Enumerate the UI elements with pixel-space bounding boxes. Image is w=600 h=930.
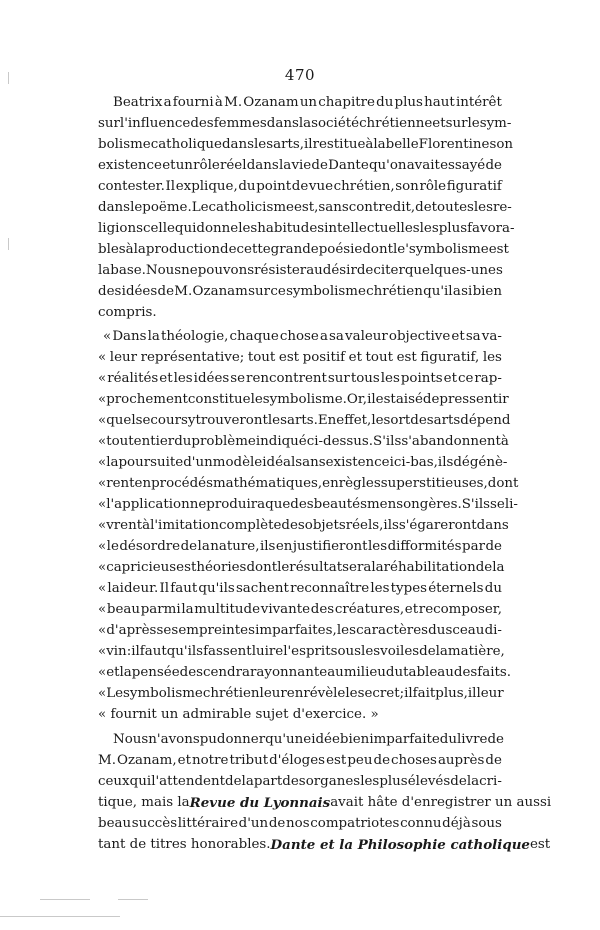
text-line: dans le poëme. Le catholicisme est, sans contredit, de toutes les re- — [98, 200, 512, 215]
quote-line: « le désordre de la nature, ils en justifieront les difformités par de — [98, 539, 502, 554]
journal-title: Revue du Lyonnais — [189, 795, 331, 811]
quote-line: « beau parmi la multitude vivante des créatures, et recomposer, — [98, 602, 502, 617]
quote-line: « la poursuite d'un modèle idéal sans existence ici-bas, ils dégénè- — [98, 455, 508, 470]
text-line: tant de titres honorables. Dante et la Philosophie catholique est — [98, 837, 551, 853]
text-line: ligions celle qui donne les habitudes intellectuelles les plus favora- — [98, 221, 515, 236]
text-line: des idées de M. Ozanam sur ce symbolisme chrétien qu'il a si bien — [98, 284, 502, 299]
edge-mark — [118, 899, 148, 900]
margin-mark — [8, 238, 9, 250]
edge-mark — [0, 916, 120, 917]
quote-line: « capricieuses théories dont le résultat sera la réhabilitation de la — [98, 560, 505, 575]
quote-line: « Dans la théologie, chaque chose a sa valeur objective et sa va- — [103, 329, 502, 344]
book-title: Dante et la Philosophie catholique — [270, 837, 530, 853]
text-line: existence et un rôle réel dans la vie de Dante qu'on avait essayé de — [98, 158, 502, 173]
text-line: ceux qui l'attendent de la part des organes les plus élevés de la cri- — [98, 774, 502, 789]
quote-line: « Le symbolisme chrétien leur en révèle le secret; il fait plus, il leur — [98, 686, 504, 701]
page-number: 470 — [284, 66, 316, 84]
quote-line: « vrent à l'imitation complète des objets réels, ils s'égareront dans — [98, 518, 509, 533]
quote-line: « laideur. Il faut qu'ils sachent reconnaître les types éternels du — [98, 581, 502, 596]
quote-line: « l'application ne produira que des beautés mensongères. S'ils se li- — [98, 497, 518, 512]
edge-mark — [40, 899, 90, 900]
quote-line: « tout entier du problème indiqué ci-dessus. S'ils s'abandonnent à — [98, 434, 509, 449]
text-line: sur l'influence des femmes dans la société chrétienne et sur le sym- — [98, 116, 512, 131]
text-line: Nous n'avons pu donner qu'une idée bien imparfaite du livre de — [113, 732, 504, 747]
quote-line: « rent en procédés mathématiques, en règles superstitieuses, dont — [98, 476, 519, 491]
quote-line: « quel secours y trouveront les arts. En effet, le sort des arts dépend — [98, 413, 511, 428]
text-line: compris. — [98, 305, 157, 320]
quote-line: « prochement constitue le symbolisme. Or, il est aisé de pressentir — [98, 392, 509, 407]
quote-line: « vin : il faut qu'ils fassent luire l'esprit sous les voiles de la matière, — [98, 644, 505, 659]
text-line: bolisme catholique dans les arts, il restitue à la belle Florentine son — [98, 137, 514, 152]
quote-line: « fournit un admirable sujet d'exercice. » — [98, 707, 379, 722]
margin-mark — [8, 72, 9, 84]
quote-line: « et la pensée descendra rayonnante au milieu du tableau des faits. — [98, 665, 511, 680]
text-line: contester. Il explique, du point de vue chrétien, son rôle figuratif — [98, 179, 502, 194]
text-line: la base. Nous ne pouvons résister au désir de citer quelques-unes — [98, 263, 503, 278]
text-line: M. Ozanam, et notre tribut d'éloges est peu de choses auprès de — [98, 753, 502, 768]
quote-line: « réalités et les idées se rencontrent sur tous les points et ce rap- — [98, 371, 502, 386]
quote-line: « d'après ses empreintes imparfaites, les caractères du sceau di- — [98, 623, 502, 638]
text-line: tique, mais la Revue du Lyonnais avait hâte d'enregistrer un aussi — [98, 795, 552, 811]
quote-line: « leur représentative; tout est positif et tout est figuratif, les — [98, 350, 502, 365]
text-line: bles à la production de cette grande poésie dont le 'symbolisme est — [98, 242, 509, 257]
text-line: Beatrix a fourni à M. Ozanam un chapitre du plus haut intérêt — [113, 95, 502, 110]
text-line: beau succès littéraire d'un de nos compatriotes connu déjà sous — [98, 816, 502, 831]
